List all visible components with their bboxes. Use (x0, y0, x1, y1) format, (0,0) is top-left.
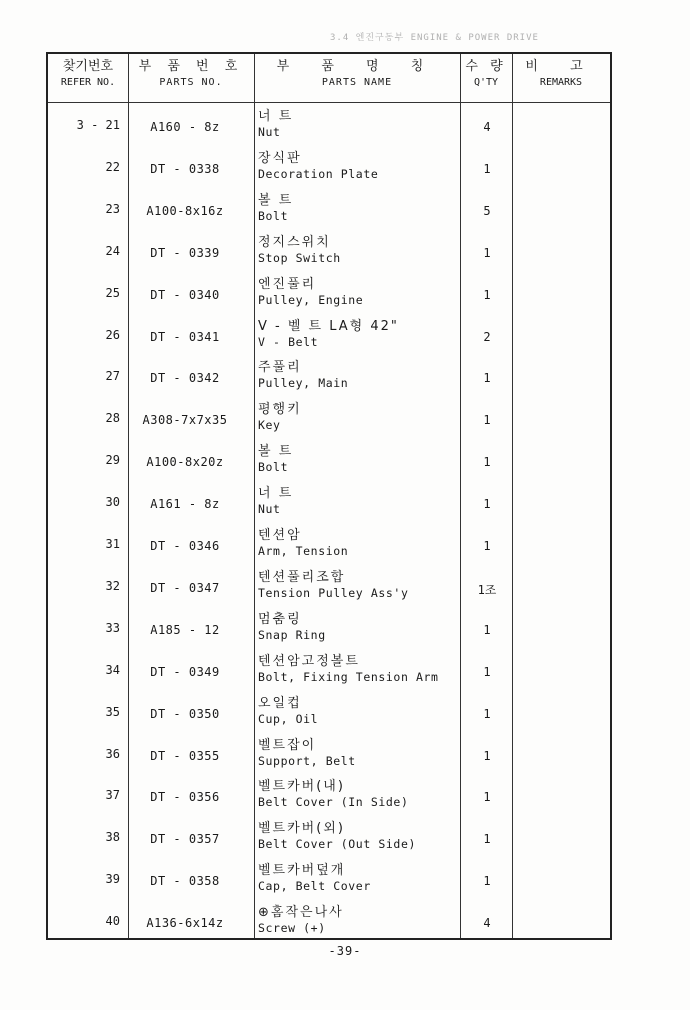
qty-cell: 4 (483, 120, 491, 134)
parts-name-cell (258, 820, 458, 852)
parts-name-cell (258, 778, 458, 810)
parts-name-cell (258, 653, 458, 685)
parts-no-cell: A136-6x14z (146, 916, 224, 931)
parts-name-kr: 텐션풀리조합 (258, 569, 346, 585)
parts-no-cell: A100-8x16z (146, 203, 224, 218)
parts-no-cell: DT - 0339 (150, 245, 220, 260)
refer-no-cell: 30 (105, 495, 120, 510)
qty-cell: 1 (483, 539, 491, 553)
refer-no-cell: 31 (105, 537, 120, 551)
header-name-kr: 부 품 명 칭 (276, 59, 438, 74)
parts-no-cell: DT - 0355 (150, 748, 220, 763)
header-remarks-kr: 비 고 (525, 59, 597, 74)
parts-name-en: Nut (258, 125, 281, 139)
faint-section-header: 3.4 엔진구동부 ENGINE & POWER DRIVE (330, 33, 539, 43)
parts-name-kr: 평행키 (258, 402, 302, 418)
parts-name-cell (258, 318, 458, 350)
parts-name-kr: 멈춤링 (258, 611, 302, 627)
parts-name-kr: ⊕홈작은나사 (258, 905, 344, 921)
header-remarks (512, 58, 610, 90)
header-qty-en: Q'TY (473, 77, 499, 88)
parts-name-en: Pulley, Engine (258, 292, 364, 307)
parts-no-cell: A161 - 8z (150, 497, 220, 512)
parts-name-cell (258, 485, 458, 517)
header-parts-en: PARTS NO. (159, 77, 223, 88)
refer-no-cell: 26 (105, 327, 120, 342)
qty-cell: 1 (483, 161, 491, 176)
refer-no-cell: 40 (105, 914, 120, 929)
qty-cell: 1 (483, 245, 491, 260)
parts-no-cell: A185 - 12 (150, 622, 220, 637)
header-refer-en: REFER NO. (60, 77, 116, 88)
parts-name-kr: 오일컵 (258, 695, 302, 711)
parts-no-cell: DT - 0358 (150, 874, 220, 889)
parts-no-cell: DT - 0338 (150, 161, 220, 176)
qty-cell: 1 (483, 748, 491, 763)
parts-name-cell (258, 234, 458, 266)
parts-name-cell (258, 192, 458, 224)
parts-name-kr: 주풀리 (258, 360, 302, 376)
parts-name-en: Pulley, Main (258, 376, 349, 391)
parts-no-cell: DT - 0347 (150, 580, 220, 595)
qty-cell: 1 (483, 455, 491, 470)
refer-no-cell: 39 (105, 872, 120, 887)
parts-no-cell: A100-8x20z (146, 455, 224, 470)
parts-name-cell (258, 569, 458, 601)
qty-cell: 5 (483, 203, 491, 218)
parts-name-cell (258, 150, 458, 182)
refer-no-cell: 23 (105, 201, 120, 216)
parts-name-cell (258, 904, 458, 936)
parts-name-en: Bolt, Fixing Tension Arm (258, 669, 439, 684)
parts-name-en: Snap Ring (258, 627, 326, 642)
qty-cell: 1 (483, 371, 491, 386)
parts-name-kr: 너 트 (258, 486, 294, 502)
refer-no-cell: 28 (105, 411, 120, 426)
qty-cell: 1 (483, 790, 491, 805)
parts-name-cell (258, 276, 458, 308)
parts-no-cell: DT - 0340 (150, 287, 220, 302)
qty-cell: 1 (483, 497, 491, 512)
qty-cell: 1 (483, 622, 491, 637)
refer-no-cell: 29 (105, 453, 120, 468)
parts-name-en: Bolt (258, 460, 289, 475)
parts-no-cell: DT - 0342 (150, 371, 220, 386)
refer-no-cell: 32 (105, 578, 120, 593)
header-remarks-en: REMARKS (539, 77, 583, 88)
parts-name-en: Tension Pulley Ass'y (258, 585, 409, 600)
header-qty (460, 58, 512, 90)
qty-cell: 1 (483, 287, 491, 302)
header-parts-no (128, 58, 254, 90)
parts-name-kr: 볼 트 (258, 444, 294, 460)
parts-name-kr: 텐션암 (258, 528, 302, 543)
refer-no-cell: 3 - 21 (76, 118, 120, 132)
qty-cell: 1조 (477, 582, 497, 597)
header-name-en: PARTS NAME (321, 77, 393, 88)
parts-no-cell: DT - 0349 (150, 664, 220, 679)
parts-name-kr: 엔진풀리 (258, 276, 317, 292)
qty-cell: 1 (483, 413, 491, 428)
refer-no-cell: 38 (105, 830, 120, 845)
parts-no-cell: A308-7x7x35 (142, 413, 228, 428)
qty-cell: 4 (483, 916, 491, 931)
refer-no-cell: 33 (105, 620, 120, 635)
parts-name-cell (258, 108, 458, 140)
refer-no-cell: 25 (105, 285, 120, 300)
parts-name-en: Belt Cover (In Side) (258, 795, 409, 810)
refer-no-cell: 34 (105, 662, 120, 677)
parts-name-kr: 정지스위치 (258, 234, 331, 250)
qty-cell: 1 (483, 706, 491, 721)
parts-name-kr: 벨트잡이 (258, 737, 317, 753)
qty-cell: 1 (483, 664, 491, 679)
parts-name-en: Nut (258, 502, 281, 517)
header-parts-name (254, 58, 460, 90)
parts-no-cell: DT - 0350 (150, 706, 220, 721)
refer-no-cell: 37 (105, 788, 120, 803)
parts-name-kr: 벨트카버(내) (258, 779, 345, 795)
parts-name-en: Decoration Plate (258, 166, 379, 181)
refer-no-cell: 35 (105, 704, 120, 719)
header-divider (48, 102, 610, 103)
parts-no-cell: A160 - 8z (150, 120, 220, 134)
parts-name-cell (258, 611, 458, 643)
parts-name-cell (258, 737, 458, 769)
refer-no-cell: 36 (105, 746, 120, 761)
parts-name-en: Bolt (258, 208, 289, 223)
parts-name-en: Arm, Tension (258, 544, 349, 558)
parts-name-cell (258, 443, 458, 475)
parts-name-kr: 너 트 (258, 109, 294, 124)
parts-name-cell (258, 695, 458, 727)
parts-name-kr: V - 벨 트 LA형 42" (258, 318, 399, 334)
parts-name-en: Screw (+) (258, 921, 326, 936)
header-refer-no (48, 58, 128, 90)
parts-name-cell (258, 359, 458, 391)
qty-cell: 1 (483, 832, 491, 847)
parts-name-kr: 텐션암고정볼트 (258, 653, 360, 669)
parts-name-en: Belt Cover (Out Side) (258, 837, 416, 852)
parts-name-kr: 벨트카버덮개 (258, 863, 346, 879)
refer-no-cell: 24 (105, 243, 120, 258)
header-refer-kr: 찾기번호 (62, 59, 114, 74)
qty-cell: 1 (483, 874, 491, 889)
header-qty-kr: 수 량 (465, 59, 507, 74)
parts-name-en: Key (258, 418, 281, 433)
page-number: -39- (328, 944, 362, 958)
parts-name-en: V - Belt (258, 334, 319, 349)
parts-name-en: Support, Belt (258, 753, 356, 768)
parts-name-en: Stop Switch (258, 250, 341, 265)
parts-no-cell: DT - 0346 (150, 539, 220, 553)
parts-table (46, 52, 612, 940)
parts-name-cell (258, 527, 458, 559)
parts-no-cell: DT - 0356 (150, 790, 220, 805)
refer-no-cell: 27 (105, 369, 120, 384)
parts-name-cell (258, 401, 458, 433)
header-parts-kr: 부 품 번 호 (138, 59, 244, 74)
parts-name-en: Cap, Belt Cover (258, 879, 371, 894)
parts-name-kr: 장식판 (258, 150, 302, 166)
parts-no-cell: DT - 0341 (150, 329, 220, 344)
parts-name-kr: 볼 트 (258, 192, 294, 208)
refer-no-cell: 22 (105, 159, 120, 174)
parts-name-cell (258, 862, 458, 894)
parts-no-cell: DT - 0357 (150, 832, 220, 847)
parts-name-kr: 벨트카버(외) (258, 821, 345, 837)
parts-name-en: Cup, Oil (258, 711, 319, 726)
qty-cell: 2 (483, 329, 491, 344)
